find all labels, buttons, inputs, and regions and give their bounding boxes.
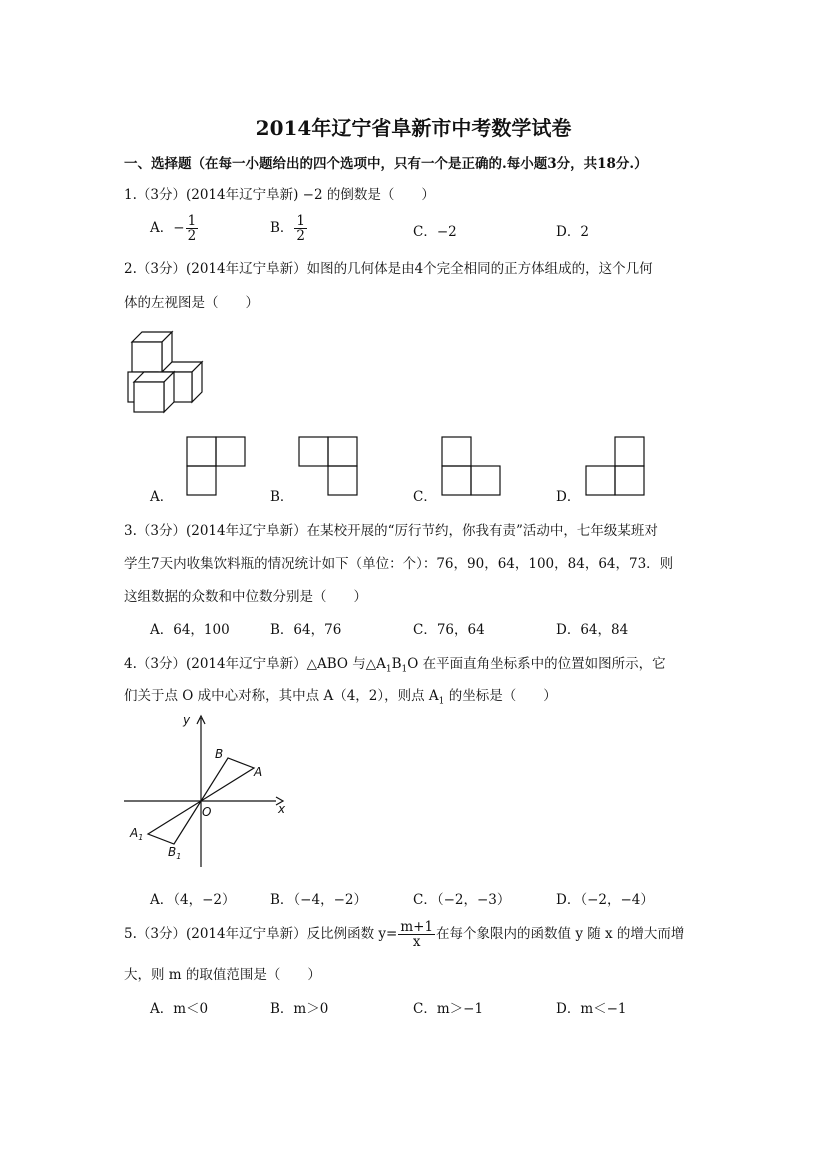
- numerator: m+1: [400, 919, 434, 935]
- question-2-line-1: 2.（3分）(2014年辽宁阜新）如图的几何体是由4个完全相同的正方体组成的，这个几何: [124, 261, 653, 277]
- question-1-option-c: C．−2: [413, 224, 457, 240]
- numerator: 1: [187, 213, 197, 229]
- point-a-label: A: [254, 765, 263, 779]
- question-2-option-b: B．: [270, 489, 294, 505]
- option-c-view: [441, 436, 503, 498]
- question-3-option-b: B．64，76: [270, 622, 342, 638]
- subscript: 1: [401, 664, 408, 675]
- question-5-option-a: A．m＜0: [150, 1001, 209, 1017]
- question-2-option-c: C．: [413, 489, 437, 505]
- section-heading: 一、选择题（在每一小题给出的四个选项中，只有一个是正确的.每小题3分，共18分.）: [124, 156, 648, 172]
- question-5-option-b: B．m＞0: [270, 1001, 329, 1017]
- question-3-option-d: D．64，84: [556, 622, 629, 638]
- point-b1-label: $B_1$: [168, 845, 182, 861]
- option-d-view: [585, 436, 647, 498]
- subscript: 1: [438, 696, 445, 707]
- origin-label: O: [202, 805, 212, 819]
- question-2-option-d: D．: [556, 489, 581, 505]
- fraction: [294, 214, 307, 243]
- q4-text: 们关于点 O 成中心对称，其中点 A（4，2），则点 A: [124, 688, 439, 704]
- question-3-option-c: C．76，64: [413, 622, 485, 638]
- point-a1-label: $A_1$: [130, 826, 144, 842]
- triangle-abo: [201, 758, 254, 801]
- q4-text: 的坐标是（ ）: [444, 688, 557, 704]
- x-label: x: [278, 802, 286, 816]
- question-5-line-1: [124, 920, 684, 949]
- option-a-view: [186, 436, 248, 498]
- q4-text: 4.（3分）(2014年辽宁阜新）△ABO 与△A: [124, 656, 386, 672]
- question-3-line-3: 这组数据的众数和中位数分别是（ ）: [124, 589, 367, 605]
- question-2-line-2: 体的左视图是（ ）: [124, 295, 259, 311]
- q4-text: B: [391, 656, 402, 672]
- question-3-line-1: 3.（3分）(2014年辽宁阜新）在某校开展的“厉行节约，你我有责”活动中，七年级某班对: [124, 523, 658, 539]
- question-4-option-b: B．（−4，−2）: [270, 892, 367, 908]
- q5-text: 在每个象限内的函数值 y 随 x 的增大而增: [436, 926, 685, 942]
- fraction: [398, 920, 435, 949]
- question-5-option-c: C．m＞−1: [413, 1001, 484, 1017]
- option-b-view: [298, 436, 360, 498]
- denominator: 2: [296, 228, 306, 244]
- question-3-option-a: A．64，100: [150, 622, 230, 638]
- point-b-label: B: [215, 747, 224, 761]
- page-title: 2014年辽宁省阜新市中考数学试卷: [255, 116, 572, 140]
- question-4-line-1: [124, 652, 666, 675]
- question-1-stem: 1.（3分）(2014年辽宁阜新) −2 的倒数是（ ）: [124, 187, 435, 203]
- y-label: y: [183, 713, 191, 727]
- q5-text: 5.（3分）(2014年辽宁阜新）反比例函数 y=: [124, 926, 398, 942]
- question-4-option-d: D．（−2，−4）: [556, 892, 654, 908]
- question-4-option-c: C．（−2，−3）: [413, 892, 511, 908]
- question-4-option-a: A．（4，−2）: [150, 892, 236, 908]
- question-5-option-d: D．m＜−1: [556, 1001, 627, 1017]
- triangle-a1b1o: [148, 801, 201, 844]
- question-1-option-b: [270, 214, 308, 243]
- numerator: 1: [296, 213, 306, 229]
- question-1-option-d: D．2: [556, 224, 589, 240]
- question-2-option-a: A．: [150, 489, 174, 505]
- cube-solid-figure: [120, 328, 220, 418]
- option-a-prefix: A．−: [150, 220, 185, 236]
- question-3-line-2: 学生7天内收集饮料瓶的情况统计如下（单位：个）：76，90，64，100，84，64，73．则: [124, 556, 674, 572]
- fraction: [186, 214, 199, 243]
- q4-text: O 在平面直角坐标系中的位置如图所示，它: [407, 656, 666, 672]
- question-5-line-2: 大，则 m 的取值范围是（ ）: [124, 967, 321, 983]
- question-4-line-2: [124, 684, 557, 707]
- question-1-option-a: [150, 214, 199, 243]
- denominator: x: [412, 934, 421, 950]
- subscript: 1: [385, 664, 392, 675]
- denominator: 2: [187, 228, 197, 244]
- coordinate-figure: [120, 710, 300, 870]
- option-b-prefix: B．: [270, 220, 294, 236]
